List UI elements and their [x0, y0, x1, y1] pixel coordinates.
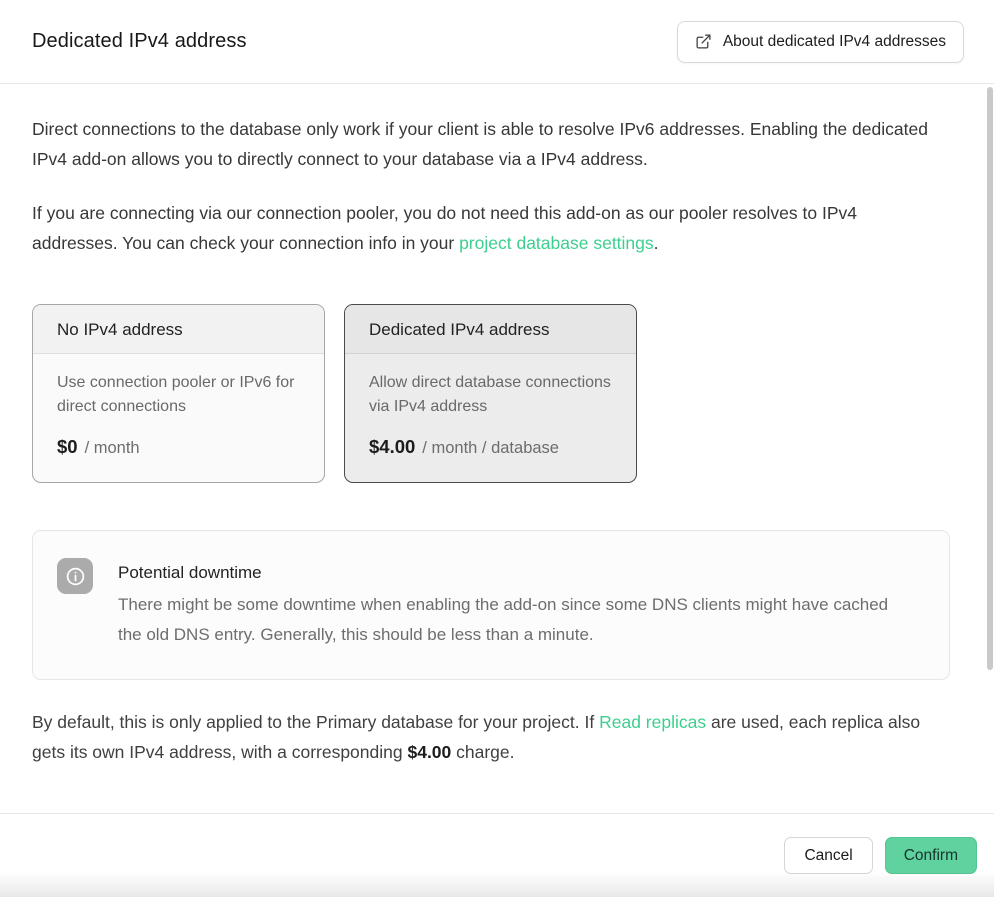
- notice-title: Potential downtime: [118, 563, 262, 582]
- notice-content: [118, 558, 908, 650]
- footnote-charge-amount: $4.00: [407, 742, 452, 762]
- confirm-button[interactable]: Confirm: [885, 837, 977, 874]
- option-price-suffix: / month: [84, 439, 140, 457]
- option-description: Allow direct database connections via IPv4 address: [369, 374, 611, 415]
- option-title: Dedicated IPv4 address: [345, 305, 636, 354]
- option-card-no-ipv4[interactable]: [32, 304, 325, 483]
- option-price-row: [57, 436, 300, 458]
- footnote-text-end: charge.: [451, 742, 515, 762]
- read-replicas-link[interactable]: Read replicas: [599, 712, 707, 732]
- external-link-icon: [695, 33, 712, 50]
- intro-paragraph: Direct connections to the database only work if your client is able to resolve IPv6 addresses. Enabling the dedicated IPv4 add-on allows you to directly connect to your database via a IPv4 address.: [32, 119, 928, 169]
- about-button-label: About dedicated IPv4 addresses: [722, 32, 946, 50]
- notice-body: There might be some downtime when enabling the add-on since some DNS clients might have cached the old DNS entry. Generally, this should be less than a minute.: [118, 595, 889, 644]
- scrollbar-thumb[interactable]: [987, 87, 993, 670]
- info-icon: [57, 558, 93, 594]
- dialog-title: Dedicated IPv4 address: [32, 30, 247, 52]
- option-description: Use connection pooler or IPv6 for direct connections: [57, 374, 295, 415]
- dialog-body: [0, 84, 994, 813]
- about-dedicated-ipv4-button[interactable]: [677, 21, 964, 63]
- pooler-paragraph: [32, 198, 947, 258]
- option-price: $0: [57, 436, 78, 457]
- option-title: No IPv4 address: [33, 305, 324, 354]
- option-card-dedicated-ipv4[interactable]: [344, 304, 637, 483]
- replica-footnote: [32, 707, 952, 767]
- footnote-text-start: By default, this is only applied to the Primary database for your project. If: [32, 712, 600, 732]
- ipv4-option-cards: [32, 304, 962, 483]
- dialog-footer: [0, 813, 994, 897]
- dialog-header: [0, 0, 994, 84]
- pooler-paragraph-text: If you are connecting via our connection pooler, you do not need this add-on as our pooler resolves to IPv4 addresses. You can check your connection info in your: [32, 203, 857, 253]
- option-price: $4.00: [369, 436, 416, 457]
- potential-downtime-callout: [32, 530, 950, 680]
- option-price-suffix: / month / database: [422, 439, 559, 457]
- option-body: [33, 354, 324, 482]
- option-price-row: [369, 436, 612, 458]
- pooler-paragraph-period: .: [653, 233, 659, 253]
- project-database-settings-link[interactable]: project database settings: [459, 233, 654, 253]
- cancel-button[interactable]: Cancel: [784, 837, 872, 874]
- footnote-text-middle: are used, each replica also gets its own IPv4 address, with a corresponding: [32, 712, 921, 762]
- option-body: [345, 354, 636, 482]
- scrollbar[interactable]: [985, 85, 994, 897]
